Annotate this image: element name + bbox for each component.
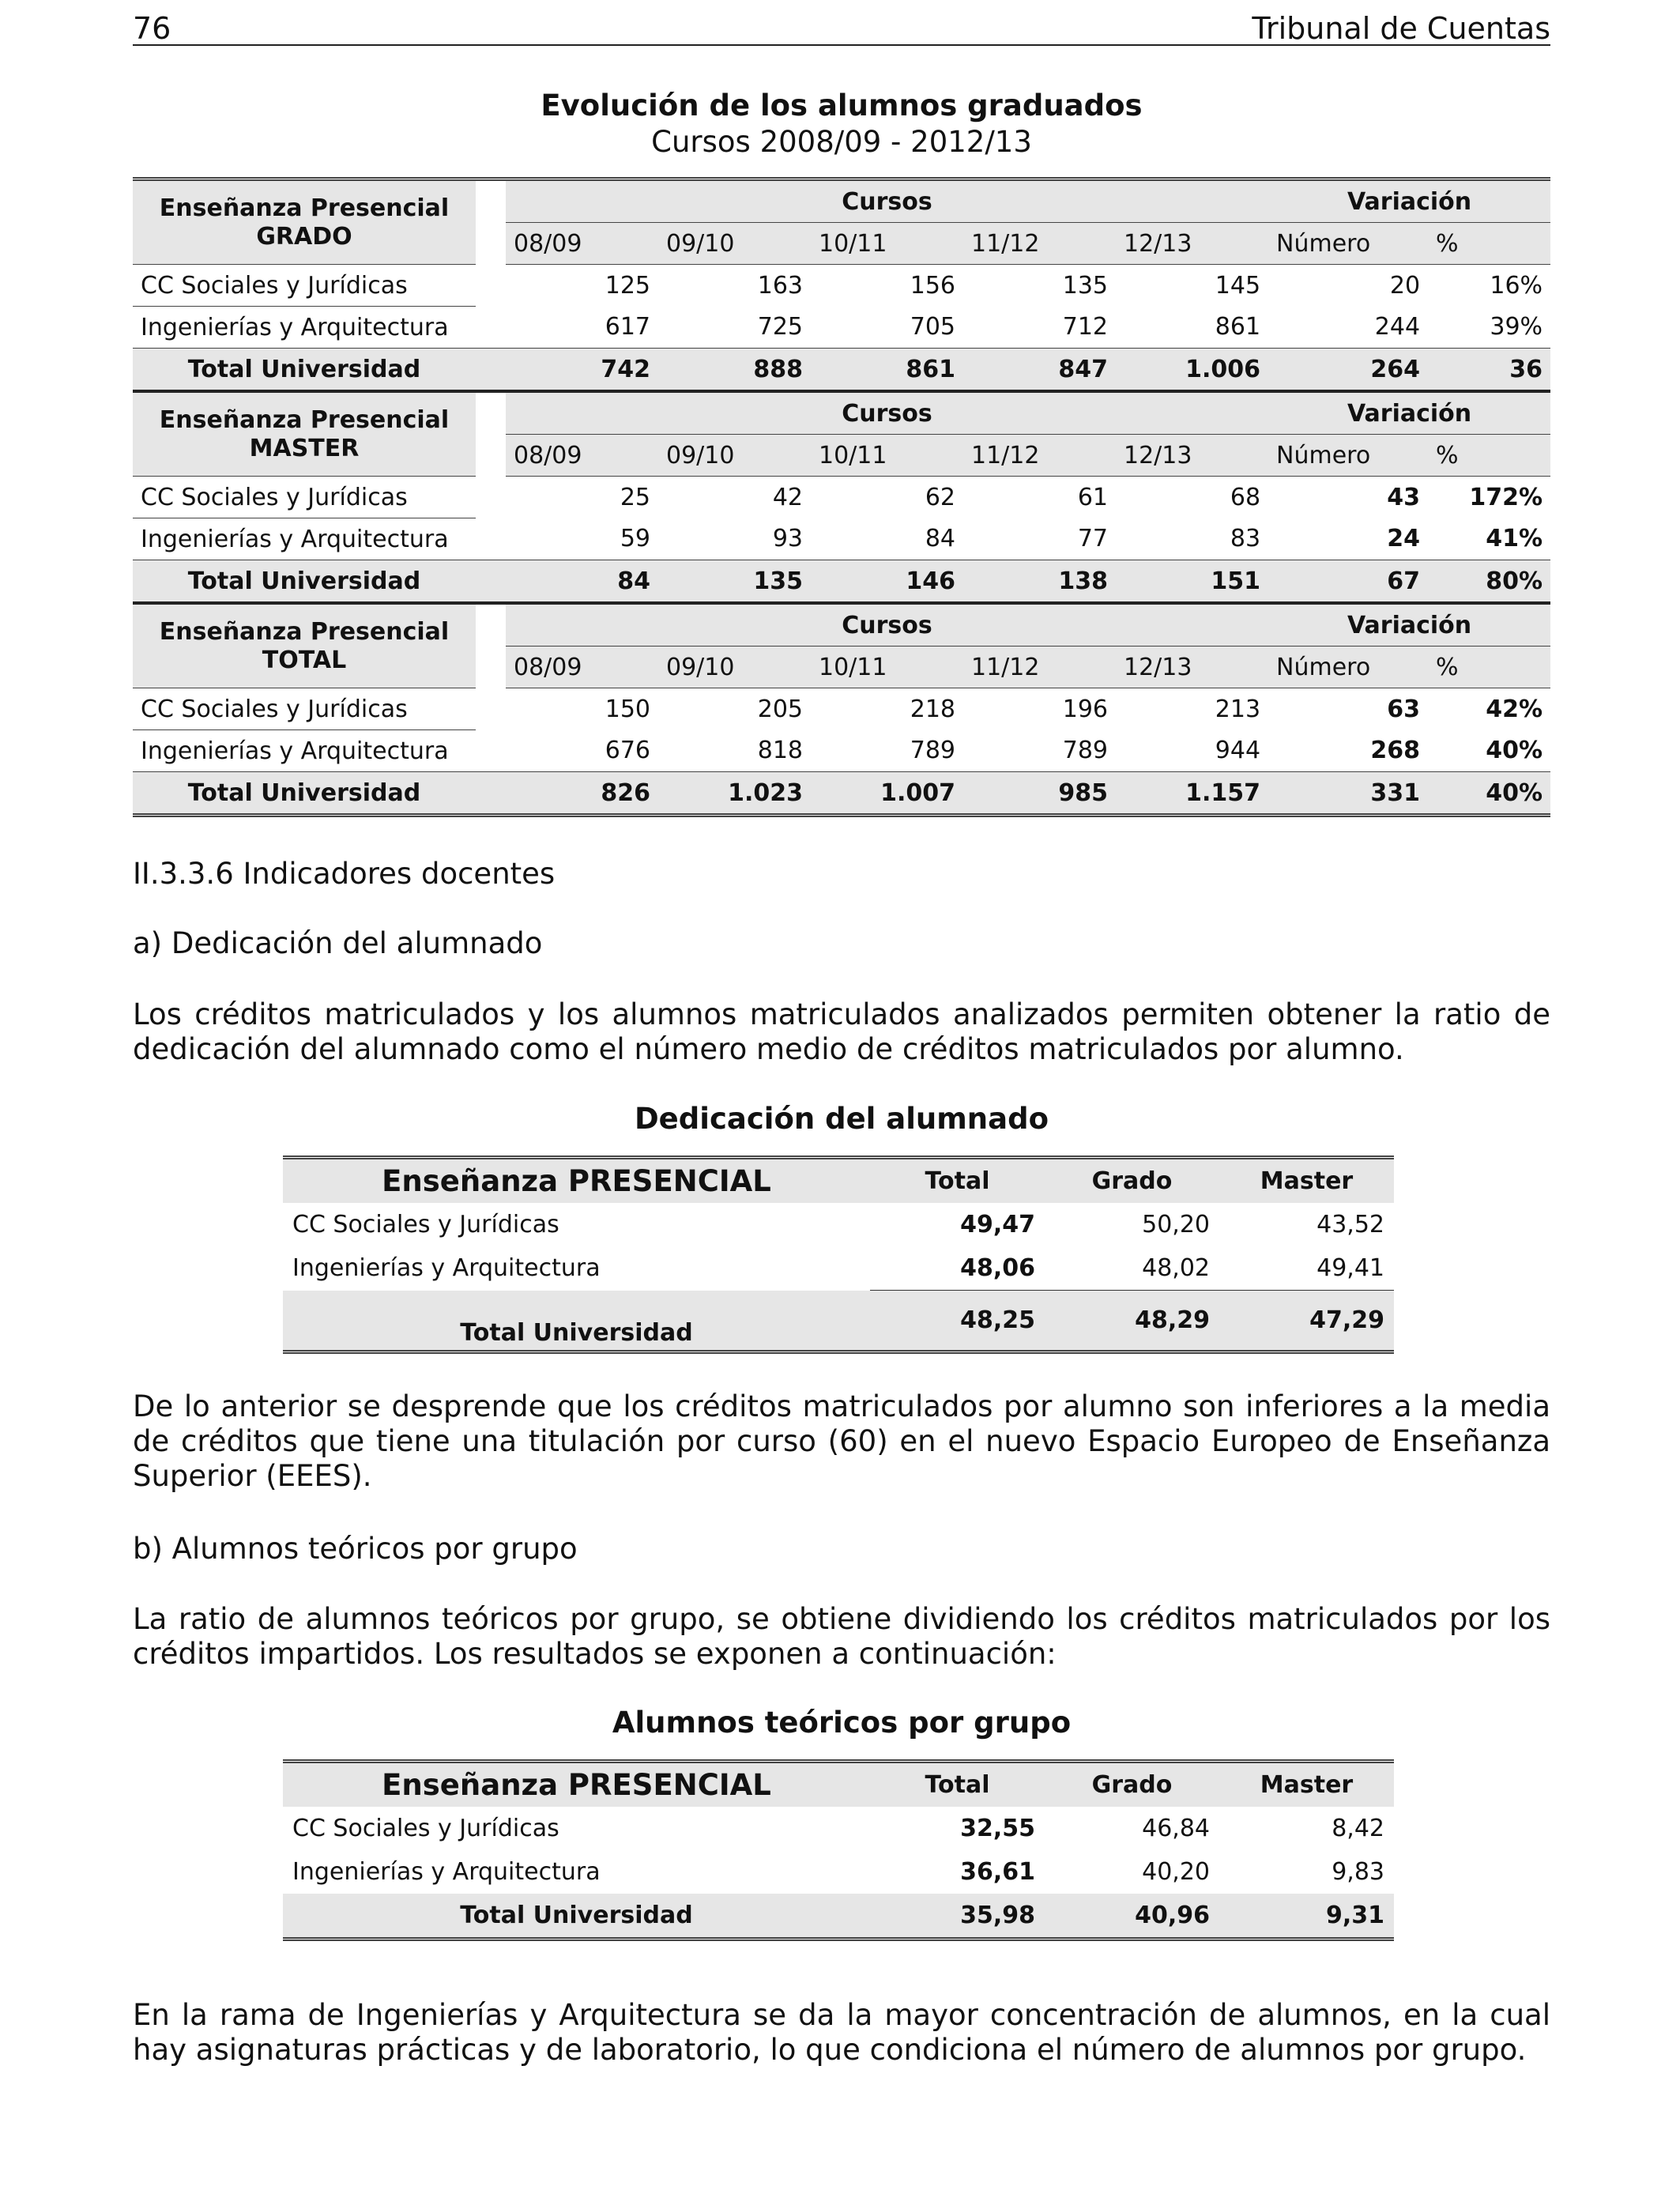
var-header-pct: % — [1428, 435, 1550, 477]
students-per-group-table — [283, 1759, 1394, 1941]
cell: 39% — [1490, 313, 1543, 341]
section-header-row — [133, 179, 1550, 223]
group-header-cursos: Cursos — [506, 603, 1268, 647]
cell: 146 — [811, 560, 963, 604]
section-label — [133, 391, 476, 477]
cell: 145 — [1116, 265, 1268, 307]
section-label-line1: Enseñanza Presencial — [159, 617, 450, 646]
cell: 40% — [1486, 737, 1543, 765]
cell: 20 — [1268, 265, 1428, 307]
cell: 77 — [1077, 525, 1108, 553]
group-header-variacion: Variación — [1268, 391, 1550, 435]
cell: 61 — [963, 477, 1116, 518]
group-header-cursos: Cursos — [506, 179, 1268, 223]
dedication-table — [283, 1155, 1394, 1354]
column-header: Total — [870, 1158, 1045, 1204]
table-header-row — [283, 1158, 1394, 1204]
cell: 196 — [963, 688, 1116, 730]
cell: 712 — [1062, 313, 1108, 341]
row-label: Total Universidad — [133, 560, 476, 604]
cell: 172% — [1428, 477, 1550, 518]
year-header: 11/12 — [963, 647, 1116, 688]
cell: 264 — [1268, 349, 1428, 392]
column-header: Master — [1219, 1762, 1394, 1808]
year-header: 11/12 — [963, 223, 1116, 265]
cell-total: 49,47 — [960, 1211, 1035, 1238]
cell: 84 — [506, 560, 658, 604]
cell: 135 — [963, 265, 1116, 307]
row-label: Total Universidad — [133, 349, 476, 392]
cell: 861 — [811, 349, 963, 392]
table-row — [283, 1850, 1394, 1894]
var-header-numero: Número — [1268, 647, 1428, 688]
cell: 138 — [963, 560, 1116, 604]
cell: 1.007 — [811, 772, 963, 816]
group-header-variacion: Variación — [1268, 179, 1550, 223]
cell: 789 — [1062, 737, 1108, 765]
cell-grado: 40,20 — [1142, 1858, 1210, 1886]
table2-title: Dedicación del alumnado — [634, 1102, 1049, 1136]
subheading-a: a) Dedicación del alumnado — [133, 926, 543, 960]
cell: 725 — [757, 313, 803, 341]
cell: 861 — [1215, 313, 1261, 341]
section-label — [133, 179, 476, 265]
paragraph-4: En la rama de Ingenierías y Arquitectura se da la mayor concentración de alumnos, en la cual hay asignaturas prácticas y de laboratorio, lo que condiciona el número de alumnos por grupo. — [133, 1998, 1550, 2067]
cell: 888 — [658, 349, 811, 392]
cell: 789 — [910, 737, 955, 765]
section-label-line2: TOTAL — [262, 646, 347, 674]
cell: 244 — [1374, 313, 1421, 341]
cell: 42% — [1428, 688, 1550, 730]
cell: 67 — [1268, 560, 1428, 604]
cell: 40% — [1428, 772, 1550, 816]
cell: 42 — [658, 477, 811, 518]
cell-total: 36,61 — [960, 1858, 1035, 1886]
cell: 93 — [772, 525, 803, 553]
cell-grado: 40,96 — [1045, 1894, 1219, 1940]
column-header: Grado — [1045, 1762, 1219, 1808]
table-row — [283, 1246, 1394, 1291]
cell: 25 — [506, 477, 658, 518]
row-label: CC Sociales y Jurídicas — [292, 1815, 559, 1842]
table-header-row — [283, 1762, 1394, 1808]
row-label: CC Sociales y Jurídicas — [292, 1211, 559, 1238]
cell: 41% — [1486, 525, 1543, 553]
cell-grado: 48,29 — [1045, 1291, 1219, 1352]
row-label: Ingenierías y Arquitectura — [292, 1254, 601, 1283]
section-header-row — [133, 603, 1550, 647]
cell-master: 9,31 — [1219, 1894, 1394, 1940]
cell: 331 — [1268, 772, 1428, 816]
row-label: CC Sociales y Jurídicas — [133, 265, 476, 307]
cell: 617 — [605, 313, 650, 341]
table-row — [133, 518, 1550, 560]
year-header: 10/11 — [811, 435, 963, 477]
cell: 135 — [658, 560, 811, 604]
cell: 268 — [1370, 737, 1421, 765]
year-header: 12/13 — [1116, 435, 1268, 477]
cell-master: 8,42 — [1332, 1815, 1384, 1842]
cell: 676 — [605, 737, 650, 765]
cell: 59 — [620, 525, 650, 553]
page-header — [133, 6, 1550, 46]
cell: 985 — [963, 772, 1116, 816]
cell: 84 — [925, 525, 955, 553]
cell: 62 — [811, 477, 963, 518]
row-label: Ingenierías y Arquitectura — [133, 730, 476, 772]
section-label-line2: MASTER — [249, 434, 360, 462]
section-heading: II.3.3.6 Indicadores docentes — [133, 857, 556, 891]
cell-total: 32,55 — [960, 1815, 1035, 1842]
year-header: 09/10 — [658, 647, 811, 688]
column-header: Grado — [1045, 1158, 1219, 1204]
cell: 80% — [1428, 560, 1550, 604]
cell-master: 43,52 — [1317, 1211, 1384, 1238]
year-header: 10/11 — [811, 223, 963, 265]
table3-title: Alumnos teóricos por grupo — [612, 1706, 1072, 1740]
table-row — [283, 1203, 1394, 1246]
column-header: Enseñanza PRESENCIAL — [283, 1762, 870, 1808]
cell: 24 — [1387, 525, 1421, 553]
row-label: Total Universidad — [133, 772, 476, 816]
row-label: CC Sociales y Jurídicas — [133, 477, 476, 518]
total-row — [283, 1894, 1394, 1940]
year-header: 09/10 — [658, 223, 811, 265]
table-row — [133, 688, 1550, 730]
cell-master: 49,41 — [1317, 1254, 1384, 1282]
cell-grado: 50,20 — [1142, 1211, 1210, 1238]
cell: 847 — [963, 349, 1116, 392]
section-label — [133, 603, 476, 688]
paragraph-1: Los créditos matriculados y los alumnos matriculados analizados permiten obtener la ratio de dedicación del alumnado como el número medio de créditos matriculados por alumno. — [133, 997, 1550, 1066]
table1-title: Evolución de los alumnos graduados — [541, 89, 1143, 123]
cell: 205 — [658, 688, 811, 730]
cell-total: 35,98 — [870, 1894, 1045, 1940]
year-header: 09/10 — [658, 435, 811, 477]
total-row — [133, 349, 1550, 392]
cell: 742 — [506, 349, 658, 392]
total-row — [133, 772, 1550, 816]
graduates-table — [133, 177, 1550, 817]
table-row — [133, 730, 1550, 772]
cell: 36 — [1428, 349, 1550, 392]
subheading-b: b) Alumnos teóricos por grupo — [133, 1532, 578, 1566]
total-row — [133, 560, 1550, 604]
var-header-numero: Número — [1268, 223, 1428, 265]
section-label-line2: GRADO — [256, 222, 352, 251]
header-source: Tribunal de Cuentas — [1252, 11, 1550, 46]
cell-grado: 46,84 — [1142, 1815, 1210, 1842]
cell: 156 — [811, 265, 963, 307]
cell-master: 9,83 — [1332, 1858, 1384, 1886]
cell: 43 — [1268, 477, 1428, 518]
cell: 125 — [506, 265, 658, 307]
table-row — [283, 1807, 1394, 1850]
cell: 1.023 — [658, 772, 811, 816]
column-header: Total — [870, 1762, 1045, 1808]
cell: 16% — [1428, 265, 1550, 307]
year-header: 12/13 — [1116, 223, 1268, 265]
year-header: 08/09 — [506, 223, 658, 265]
paragraph-3: La ratio de alumnos teóricos por grupo, se obtiene dividiendo los créditos matriculados por los créditos impartidos. Los resultados se exponen a continuación: — [133, 1602, 1550, 1671]
group-header-variacion: Variación — [1268, 603, 1550, 647]
paragraph-2: De lo anterior se desprende que los créditos matriculados por alumno son inferiores a la media de créditos que tiene una titulación por curso (60) en el nuevo Espacio Europeo de Enseñanza Superior (EEES). — [133, 1389, 1550, 1493]
cell: 818 — [757, 737, 803, 765]
section-label-line1: Enseñanza Presencial — [159, 194, 450, 222]
section-label-line1: Enseñanza Presencial — [159, 405, 450, 434]
table-row — [133, 477, 1550, 518]
row-label: Ingenierías y Arquitectura — [133, 307, 476, 349]
year-header: 10/11 — [811, 647, 963, 688]
cell: 705 — [910, 313, 955, 341]
year-header: 08/09 — [506, 647, 658, 688]
cell: 68 — [1116, 477, 1268, 518]
section-header-row — [133, 391, 1550, 435]
cell: 63 — [1268, 688, 1428, 730]
row-label: Total Universidad — [283, 1291, 870, 1352]
cell: 1.157 — [1116, 772, 1268, 816]
row-label: CC Sociales y Jurídicas — [133, 688, 476, 730]
year-header: 11/12 — [963, 435, 1116, 477]
cell: 826 — [506, 772, 658, 816]
cell: 163 — [658, 265, 811, 307]
row-label: Ingenierías y Arquitectura — [292, 1858, 601, 1886]
var-header-pct: % — [1428, 223, 1550, 265]
row-label: Ingenierías y Arquitectura — [133, 518, 476, 560]
row-label: Total Universidad — [283, 1894, 870, 1940]
cell: 218 — [811, 688, 963, 730]
cell: 150 — [506, 688, 658, 730]
table1-subtitle: Cursos 2008/09 - 2012/13 — [651, 125, 1032, 159]
cell: 944 — [1215, 737, 1261, 765]
cell-grado: 48,02 — [1142, 1254, 1210, 1282]
cell: 1.006 — [1116, 349, 1268, 392]
column-header: Enseñanza PRESENCIAL — [283, 1158, 870, 1204]
total-row — [283, 1291, 1394, 1352]
year-header: 08/09 — [506, 435, 658, 477]
table-row — [133, 307, 1550, 349]
var-header-numero: Número — [1268, 435, 1428, 477]
var-header-pct: % — [1428, 647, 1550, 688]
cell-master: 47,29 — [1219, 1291, 1394, 1352]
column-header: Master — [1219, 1158, 1394, 1204]
group-header-cursos: Cursos — [506, 391, 1268, 435]
cell-total: 48,06 — [960, 1254, 1035, 1282]
page-number: 76 — [133, 11, 171, 46]
cell-total: 48,25 — [870, 1291, 1045, 1352]
cell: 83 — [1230, 525, 1261, 553]
table-row — [133, 265, 1550, 307]
cell: 213 — [1116, 688, 1268, 730]
year-header: 12/13 — [1116, 647, 1268, 688]
cell: 151 — [1116, 560, 1268, 604]
